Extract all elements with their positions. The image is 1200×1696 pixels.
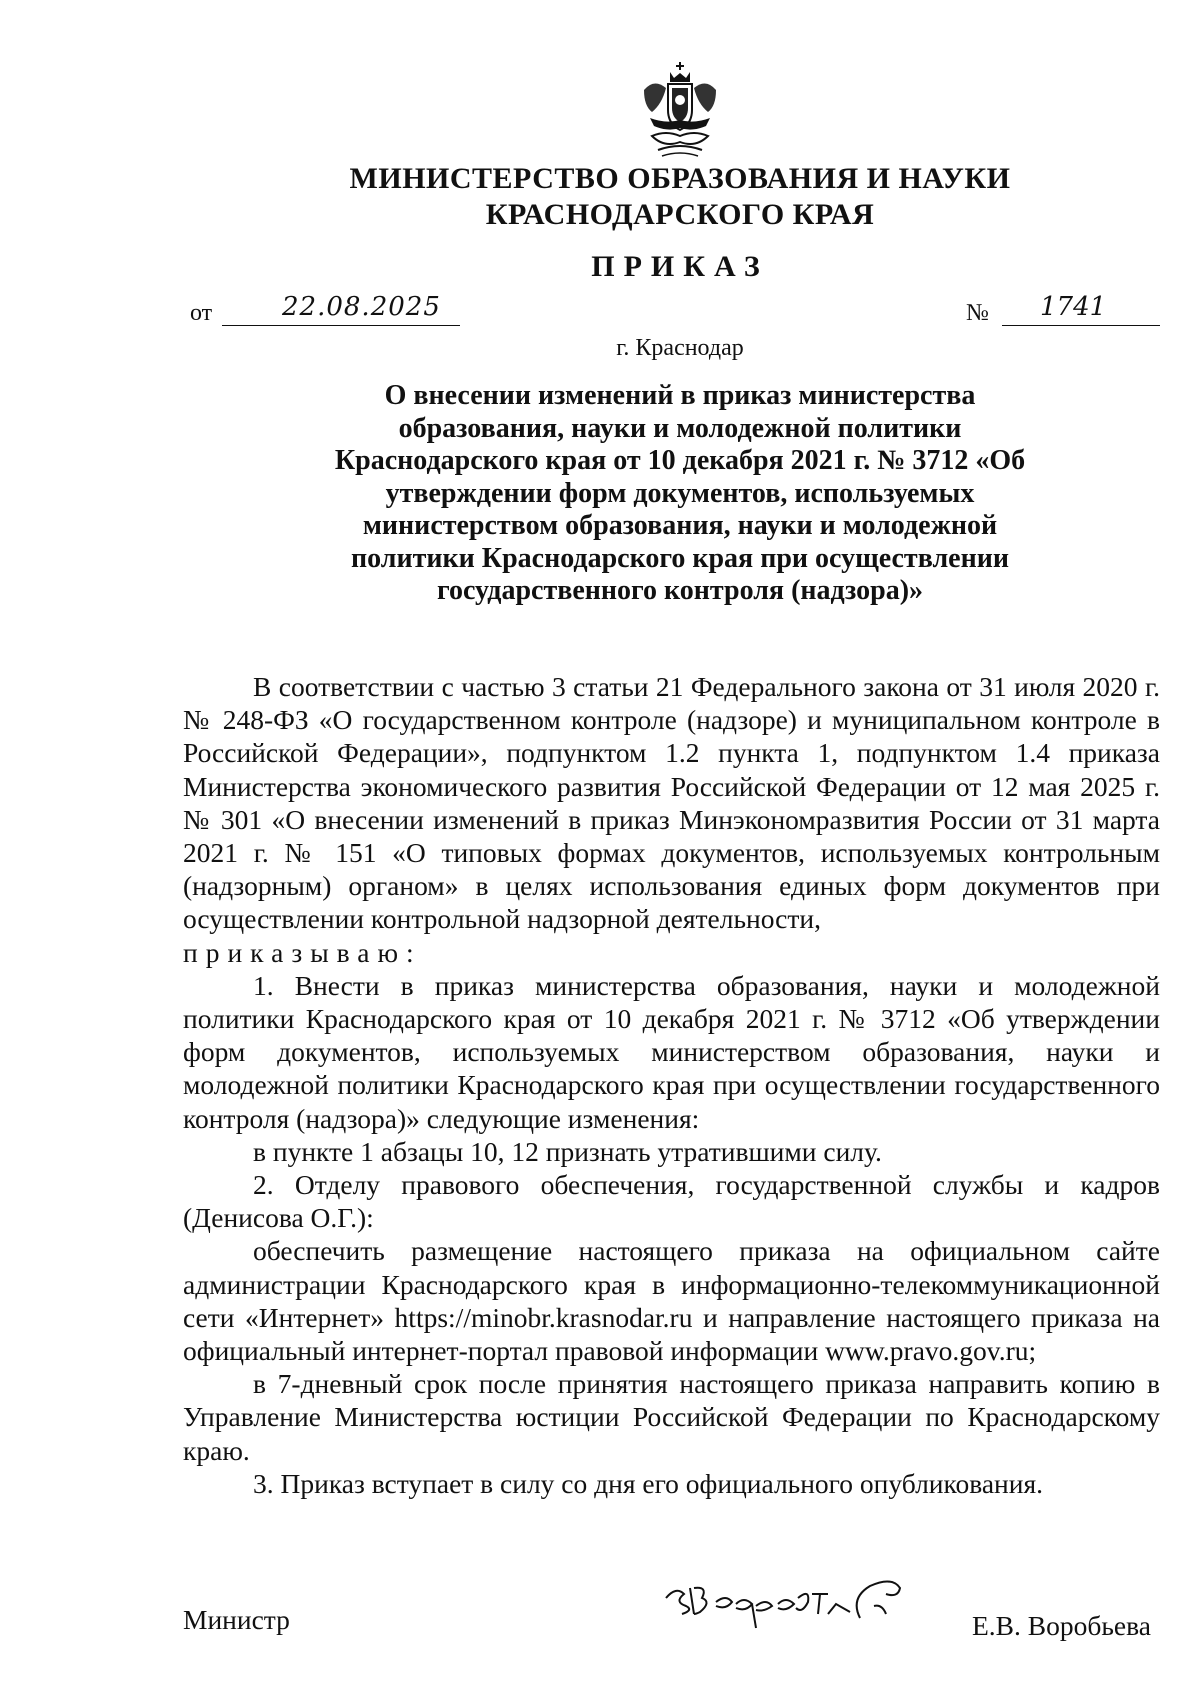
number-prefix: №	[966, 300, 989, 326]
item-1-paragraph: 1. Внести в приказ министерства образования, науки и молодежной политики Краснодарского края от 10 декабря 2021 г. № 3712 «Об утверждении форм документов, используемых министерством образования, науки и молодежной политики Краснодарского края при осуществлении государственного контроля (надзора)» следующие изменения:	[183, 969, 1160, 1134]
signer-name: Е.В. Воробьева	[972, 1610, 1151, 1641]
item-2-subparagraph-2: в 7-дневный срок после принятия настоящего приказа направить копию в Управление Министерства юстиции Российской Федерации по Краснодарскому краю.	[183, 1368, 1160, 1466]
item-3-paragraph: 3. Приказ вступает в силу со дня его официального опубликования.	[253, 1467, 1044, 1499]
date-underline	[222, 325, 460, 326]
document-number: 1741	[1040, 292, 1107, 322]
coat-of-arms-icon	[636, 60, 724, 160]
order-word: приказываю:	[183, 936, 422, 968]
city-line: г. Краснодар	[616, 335, 744, 361]
document-date: 22.08.2025	[282, 292, 441, 322]
order-subject: О внесении изменений в приказ министерства образования, науки и молодежной политики Краснодарского края от 10 декабря 2021 г. № 3712 «Об утверждении форм документов, используемых министерством образования, науки и молодежной политики Краснодарского края при осуществлении государственного контроля (надзора)»	[334, 380, 1026, 606]
ministry-name-line2: КРАСНОДАРСКОГО КРАЯ	[485, 198, 875, 231]
order-body	[183, 670, 1160, 1500]
item-2-subparagraph-1: обеспечить размещение настоящего приказа на официальном сайте администрации Краснодарского края в информационно-телекоммуникационной сети «Интернет» https://minobr.krasnodar.ru и направление настоящего приказа на официальный интернет-портал правовой информации www.pravo.gov.ru;	[183, 1235, 1160, 1367]
ministry-name-line1: МИНИСТЕРСТВО ОБРАЗОВАНИЯ И НАУКИ	[349, 162, 1011, 195]
signer-position: Министр	[183, 1604, 290, 1635]
number-underline	[1002, 325, 1160, 326]
preamble-paragraph: В соответствии с частью 3 статьи 21 Федерального закона от 31 июля 2020 г. № 248-ФЗ «О государственном контроле (надзоре) и муниципальном контроле в Российской Федерации», подпунктом 1.2 пункта 1, подпунктом 1.4 приказа Министерства экономического развития Российской Федерации от 12 мая 2025 г. № 301 «О внесении изменений в приказ Минэкономразвития России от 31 марта 2021 г. № 151 «О типовых формах документов, используемых контрольным (надзорным) органом» в целях использования единых форм документов при осуществлении контрольной надзорной деятельности,	[183, 671, 1160, 935]
document-type-title: ПРИКАЗ	[591, 250, 769, 283]
item-2-paragraph: 2. Отделу правового обеспечения, государственной службы и кадров (Денисова О.Г.):	[183, 1169, 1160, 1234]
date-prefix: от	[190, 300, 213, 326]
handwritten-signature	[660, 1558, 940, 1648]
item-1-subparagraph: в пункте 1 абзацы 10, 12 признать утратившими силу.	[253, 1135, 882, 1167]
